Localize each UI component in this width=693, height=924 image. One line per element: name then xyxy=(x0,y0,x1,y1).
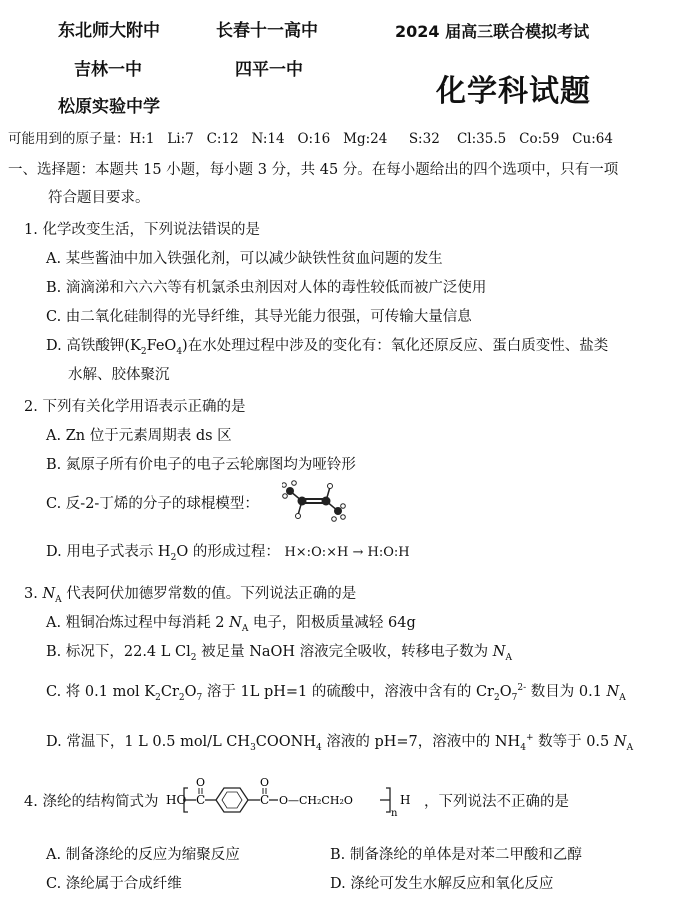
option-c: C. 将 0.1 mol $K_2Cr_2O_7$ 溶于 1L pH=1 的硫酸中，溶液中含有的 $Cr_2O_7^{2-}$ 数目为 0.1 $N_A$ xyxy=(46,683,626,703)
svg-text:O: O xyxy=(196,776,206,789)
option-a: A. 制备涤纶的反应为缩聚反应 xyxy=(46,847,240,863)
question-stem: 3. $N_A$ 代表阿伏加德罗常数的值。下列说法正确的是 xyxy=(24,586,357,605)
atomic-mass-item: N:14 xyxy=(251,131,285,147)
atomic-mass-item: Mg:24 xyxy=(343,131,388,147)
svg-text:H: H xyxy=(400,793,411,807)
atomic-mass-item: H:1 xyxy=(129,131,155,147)
option-c: C. 由二氧化硅制得的光导纤维，其导光能力很强，可传输大量信息 xyxy=(46,309,472,325)
option-a: A. 粗铜冶炼过程中每消耗 2 $N_A$ 电子，阳极质量减轻 64g xyxy=(46,615,416,634)
atomic-mass-item: Li:7 xyxy=(167,131,194,147)
option-d: D. 涤纶可发生水解反应和氧化反应 xyxy=(330,876,554,892)
option-d-cont: 水解、胶体聚沉 xyxy=(68,367,170,383)
option-a: A. Zn 位于元素周期表 ds 区 xyxy=(46,428,232,444)
option-a: A. 某些酱油中加入铁强化剂，可以减少缺铁性贫血问题的发生 xyxy=(46,251,443,267)
school-name: 东北师大附中 xyxy=(58,21,160,41)
electron-formula: H×:O:×H → H:O:H xyxy=(284,545,410,560)
atomic-mass-item: C:12 xyxy=(206,131,239,147)
option-c: C. 反-2-丁烯的分子的球棍模型： xyxy=(46,496,259,512)
option-d: D. 用电子式表示 $H_2O$ 的形成过程： H×:O:×H → H:O:H xyxy=(46,544,410,563)
question-stem: 2. 下列有关化学用语表示正确的是 xyxy=(24,399,246,415)
svg-text:O—CH₂CH₂O: O—CH₂CH₂O xyxy=(279,794,353,807)
option-c: C. 涤纶属于合成纤维 xyxy=(46,876,182,892)
svg-text:O: O xyxy=(260,776,270,789)
exam-title: 2024 届高三联合模拟考试 xyxy=(395,22,590,41)
option-d: D. 常温下，1 L 0.5 mol/L $CH_3COONH_4$ 溶液的 pH=7，溶液中的 $NH_4^+$ 数等于 0.5 $N_A$ xyxy=(46,733,634,753)
option-b: B. 氮原子所有价电子的电子云轮廓图均为哑铃形 xyxy=(46,457,356,473)
school-name: 长春十一高中 xyxy=(216,21,318,41)
svg-text:C: C xyxy=(260,793,270,807)
school-name: 吉林一中 xyxy=(74,60,142,80)
atomic-mass-item: Cu:64 xyxy=(572,131,613,147)
ball-stick-model-image xyxy=(282,479,346,523)
atomic-mass-label: 可能用到的原子量： xyxy=(8,131,130,147)
atomic-mass-item: S:32 xyxy=(408,131,440,147)
svg-text:C: C xyxy=(196,793,206,807)
question-stem: 1. 化学改变生活，下列说法错误的是 xyxy=(24,222,260,238)
svg-text:HO: HO xyxy=(166,793,187,807)
section-heading-cont: 符合题目要求。 xyxy=(48,190,150,206)
option-d: D. 高铁酸钾$(K_2FeO_4)$在水处理过程中涉及的变化有：氧化还原反应、蛋白质变性、盐类 xyxy=(46,338,609,357)
question-stem: 4. 涤纶的结构简式为 xyxy=(24,794,159,810)
atomic-mass-item: Co:59 xyxy=(519,131,560,147)
svg-text:n: n xyxy=(391,808,398,819)
section-heading: 一、选择题：本题共 15 小题，每小题 3 分，共 45 分。在每小题给出的四个选项中，只有一项 xyxy=(8,162,619,178)
atomic-mass-line xyxy=(8,127,613,147)
subject-title: 化学科试题 xyxy=(436,74,591,109)
polyester-structure-image xyxy=(166,774,424,820)
atomic-mass-item: Cl:35.5 xyxy=(456,131,507,147)
school-name: 四平一中 xyxy=(235,60,303,80)
option-b: B. 滴滴涕和六六六等有机氯杀虫剂因对人体的毒性较低而被广泛使用 xyxy=(46,280,487,296)
school-name: 松原实验中学 xyxy=(58,97,160,117)
option-b: B. 标况下，22.4 L $Cl_2$ 被足量 NaOH 溶液完全吸收，转移电子数为 $N_A$ xyxy=(46,644,512,663)
option-b: B. 制备涤纶的单体是对苯二甲酸和乙醇 xyxy=(330,847,582,863)
question-stem-cont: ，下列说法不正确的是 xyxy=(424,794,569,810)
atomic-mass-item: O:16 xyxy=(297,131,331,147)
